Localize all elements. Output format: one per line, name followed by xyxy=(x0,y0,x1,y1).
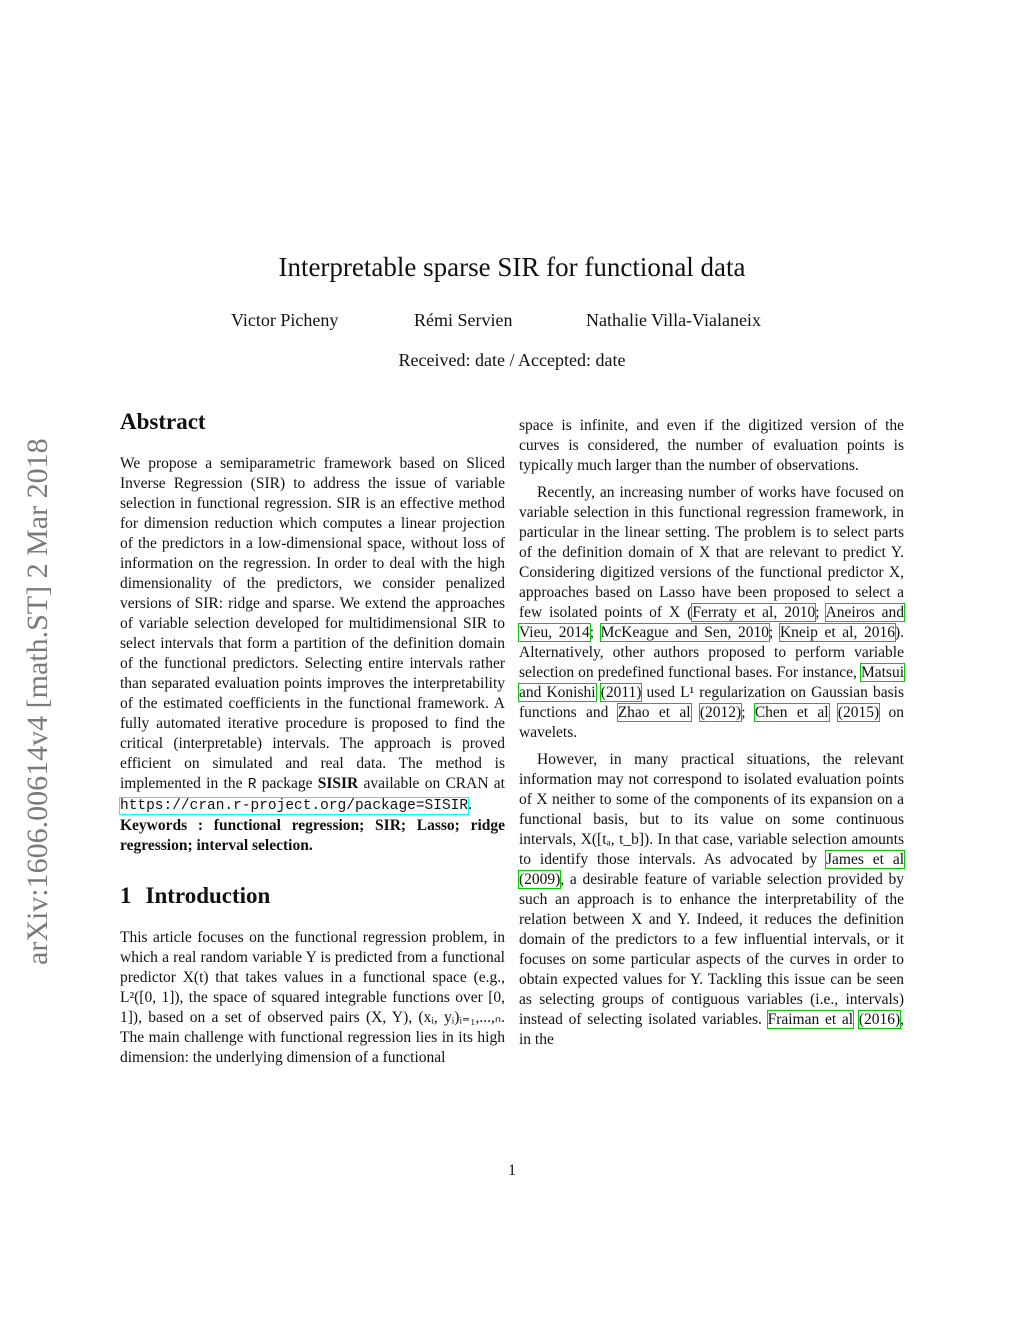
right-column xyxy=(519,416,904,1057)
citation-link[interactable]: Zhao et al xyxy=(617,704,691,721)
body-paragraph: space is infinite, and even if the digitized version of the curves is considered, the number of evaluation points is typically much larger than the number of observations. xyxy=(519,417,904,474)
citation-year-link[interactable]: (2015) xyxy=(837,704,880,721)
citation-year-link[interactable]: (2009) xyxy=(519,871,561,888)
citation-link[interactable]: Aneiros and Vieu, 2014 xyxy=(519,604,905,641)
intro-paragraph: This article focuses on the functional regression problem, in which a real random variable Y is predicted from a functional predictor X(t) that takes values in a functional space (e.g., L²([0, 1]), the space of squared integrable functions over [0, 1]), based on a set of observed pairs (X, Y), (xᵢ, yᵢ)ᵢ₌₁,...,ₙ. The main challenge with functional regression lies in its high dimension: the underlying dimension of a functional xyxy=(120,929,505,1066)
author-name: Victor Picheny xyxy=(231,310,339,330)
citation-year-link[interactable]: (2012) xyxy=(699,704,742,721)
author-name: Rémi Servien xyxy=(414,310,513,330)
section-number: 1 xyxy=(120,883,132,908)
citation-link[interactable]: Matsui and Konishi xyxy=(519,664,905,701)
page-number: 1 xyxy=(508,1162,516,1179)
citation-link[interactable]: James et al xyxy=(826,851,904,868)
body-paragraph: However, in many practical situations, the relevant information may not correspond to isolated evaluation points of X neither to some of the components of its expansion on a functional basis, but to its value on some continuous intervals, X([tₐ, t_b]). In that case, variable selection amounts to identify those intervals. As advocated by James et al (2009), a desirable feature of variable selection provided by such an approach is to enhance the interpretability of the relation between X and Y. Indeed, it reduces the definition domain of the predictors to a few influential intervals, or it focuses on some particular aspects of the curves in order to obtain expected values for Y. Tackling this issue can be seen as selecting groups of contiguous variables (i.e., intervals) instead of selecting isolated variables. Fraiman et al (2016), in the xyxy=(519,751,905,1048)
citation-link[interactable]: Fraiman et al xyxy=(767,1011,854,1028)
abstract-text: We propose a semiparametric framework based on Sliced Inverse Regression (SIR) to address the issue of variable selection in functional regression. SIR is an effective method for dimension reduction which computes a linear projection of the predictors in a low-dimensional space, without loss of information on the regression. In order to deal with the high dimensionality of the predictors, we consider penalized versions of SIR: ridge and sparse. We extend the approaches of variable selection developed for multidimensional SIR to select intervals that form a partition of the definition domain of the functional predictors. Selecting entire intervals rather than separated evaluation points improves the interpretability of the estimated coefficients in the functional framework. A fully automated iterative procedure is proposed to find the critical (interpretable) intervals. The approach is proved efficient on simulated and real data. The method is implemented in the R package SISIR available on CRAN at https://cran.r-project.org/package=SISIR. Keywords : functional regression; SIR; Lasso; ridge regression; interval selection. xyxy=(120,455,506,854)
citation-year-link[interactable]: (2011) xyxy=(600,684,642,701)
package-name: SISIR xyxy=(317,775,359,792)
keywords-label: Keywords : xyxy=(120,817,204,834)
submission-dates: Received: date / Accepted: date xyxy=(398,350,626,370)
abstract-heading: Abstract xyxy=(120,409,206,434)
citation-link[interactable]: Chen et al xyxy=(754,704,829,721)
citation-link[interactable]: McKeague and Sen, 2010 xyxy=(600,624,770,641)
r-label: R xyxy=(247,777,257,793)
introduction-heading: 1 Introduction xyxy=(120,883,271,908)
citation-link[interactable]: Kneip et al, 2016 xyxy=(779,624,895,641)
paper-title: Interpretable sparse SIR for functional data xyxy=(278,252,746,282)
arxiv-stamp: arXiv:1606.00614v4 [math.ST] 2 Mar 2018 xyxy=(21,438,54,965)
citation-link[interactable]: Ferraty et al, 2010 xyxy=(692,604,816,621)
citation-year-link[interactable]: (2016) xyxy=(858,1011,901,1028)
author-name: Nathalie Villa-Vialaneix xyxy=(586,310,761,330)
cran-url-link[interactable]: https://cran.r-project.org/package=SISIR xyxy=(120,798,469,814)
keywords: functional regression; SIR; Lasso; ridge regression; interval selection. xyxy=(120,817,506,854)
body-paragraph: Recently, an increasing number of works have focused on variable selection in this functional regression framework, in particular in the linear setting. The problem is to select parts of the definition domain of X that are relevant to predict Y. Considering digitized versions of the functional predictor X, approaches based on Lasso have been proposed to select a few isolated points of X (Ferraty et al, 2010; Aneiros and Vieu, 2014; McKeague and Sen, 2010; Kneip et al, 2016). Alternatively, other authors proposed to perform variable selection on predefined functional bases. For instance, Matsui and Konishi (2011) used L¹ regularization on Gaussian basis functions and Zhao et al (2012); Chen et al (2015) on wavelets. xyxy=(519,484,905,741)
left-column xyxy=(120,400,505,1075)
